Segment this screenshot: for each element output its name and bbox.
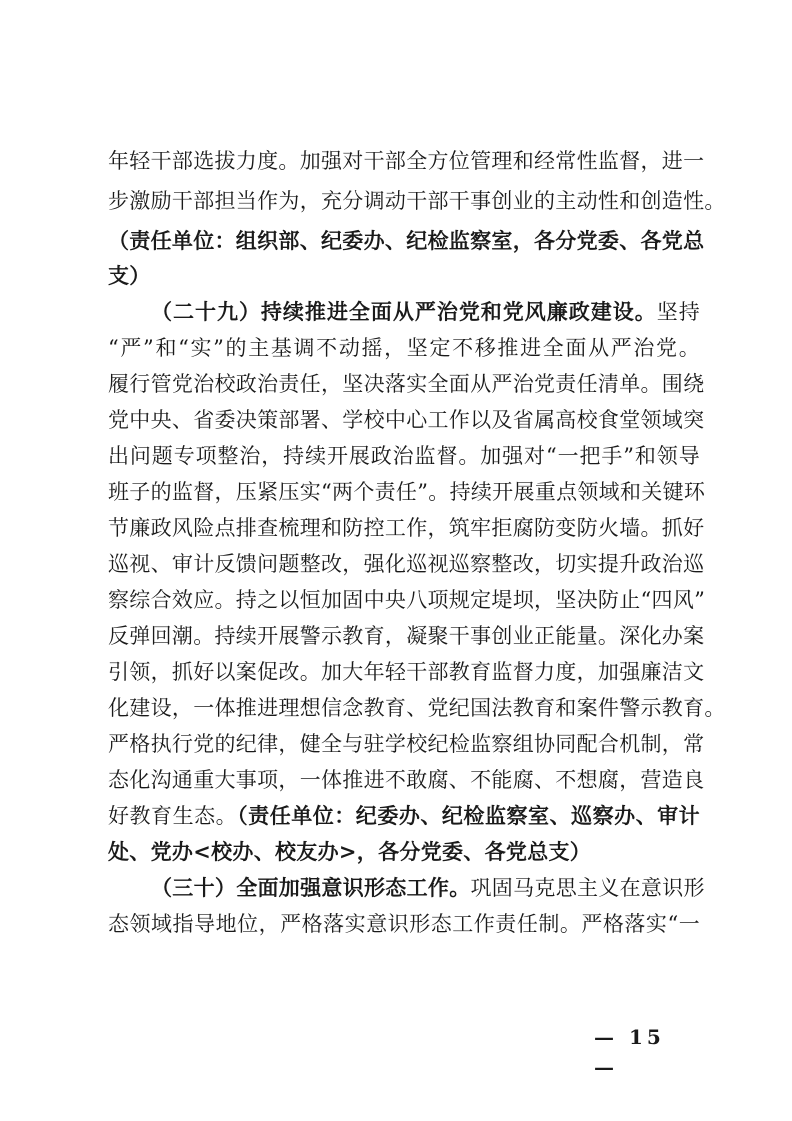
text-segment: 态化沟通重大事项，一体推进不敢腐、不能腐、不想腐，营造良 — [108, 768, 705, 792]
text-line — [108, 186, 726, 216]
text-segment: 态领域指导地位，严格落实意识形态工作责任制。严格落实“一 — [108, 912, 700, 936]
text-line — [108, 333, 700, 363]
text-line — [108, 549, 705, 579]
text-line — [108, 146, 705, 176]
text-segment: 反弹回潮。持续开展警示教育，凝聚干事创业正能量。深化办案 — [108, 624, 705, 648]
text-line — [108, 405, 705, 435]
text-line — [108, 693, 726, 723]
text-line — [108, 226, 705, 256]
text-segment: 坚持 — [656, 300, 700, 324]
text-line — [108, 765, 705, 795]
section-heading-line — [151, 297, 700, 327]
text-segment: 巩固马克思主义在意识形 — [470, 876, 705, 900]
text-segment: 巡视、审计反馈问题整改，强化巡视巡察整改，切实提升政治巡 — [108, 552, 705, 576]
text-segment: 党中央、省委决策部署、学校中心工作以及省属高校食堂领域突 — [108, 408, 705, 432]
text-line — [108, 585, 706, 615]
text-line — [108, 441, 700, 471]
responsibility-note: （责任单位：组织部、纪委办、纪检监察室，各分党委、各党总 — [108, 228, 705, 253]
text-segment: 好教育生态。 — [108, 804, 238, 828]
text-line — [108, 369, 705, 399]
responsibility-note: （责任单位：纪委办、纪检监察室、巡察办、审计 — [237, 803, 700, 828]
responsibility-note: 处、党办<校办、校友办>，各分党委、各党总支） — [108, 839, 592, 864]
text-line — [108, 621, 705, 651]
text-line — [108, 477, 706, 507]
text-segment: 出问题专项整治，持续开展政治监督。加强对“一把手”和领导 — [108, 444, 700, 468]
text-line — [108, 801, 700, 831]
text-segment: 察综合效应。持之以恒加固中央八项规定堤坝，坚决防止“四风” — [108, 588, 706, 612]
text-line — [108, 657, 705, 687]
text-segment: 年轻干部选拔力度。加强对干部全方位管理和经常性监督，进一 — [108, 149, 705, 173]
text-segment: 履行管党治校政治责任，坚决落实全面从严治党责任清单。围绕 — [108, 372, 705, 396]
section-heading: （三十）全面加强意识形态工作。 — [151, 875, 471, 900]
text-line — [108, 729, 705, 759]
text-line — [108, 909, 700, 939]
text-line — [108, 261, 700, 291]
section-heading: （二十九）持续推进全面从严治党和党风廉政建设。 — [151, 299, 657, 324]
responsibility-note: 支） — [108, 263, 151, 288]
page-number: — 15 — — [594, 1025, 665, 1079]
text-line — [108, 837, 700, 867]
text-line — [108, 513, 705, 543]
text-segment: 步激励干部担当作为，充分调动干部干事创业的主动性和创造性。 — [108, 189, 726, 213]
text-segment: 化建设，一体推进理想信念教育、党纪国法教育和案件警示教育。 — [108, 696, 726, 720]
text-segment: 班子的监督，压紧压实“两个责任”。持续开展重点领域和关键环 — [108, 480, 706, 504]
text-segment: 严格执行党的纪律，健全与驻学校纪检监察组协同配合机制，常 — [108, 732, 705, 756]
section-heading-line — [151, 873, 705, 903]
text-segment: 引领，抓好以案促改。加大年轻干部教育监督力度，加强廉洁文 — [108, 660, 705, 684]
text-segment: 节廉政风险点排查梳理和防控工作，筑牢拒腐防变防火墙。抓好 — [108, 516, 705, 540]
text-segment: “严”和“实”的主基调不动摇，坚定不移推进全面从严治党。 — [108, 336, 700, 360]
